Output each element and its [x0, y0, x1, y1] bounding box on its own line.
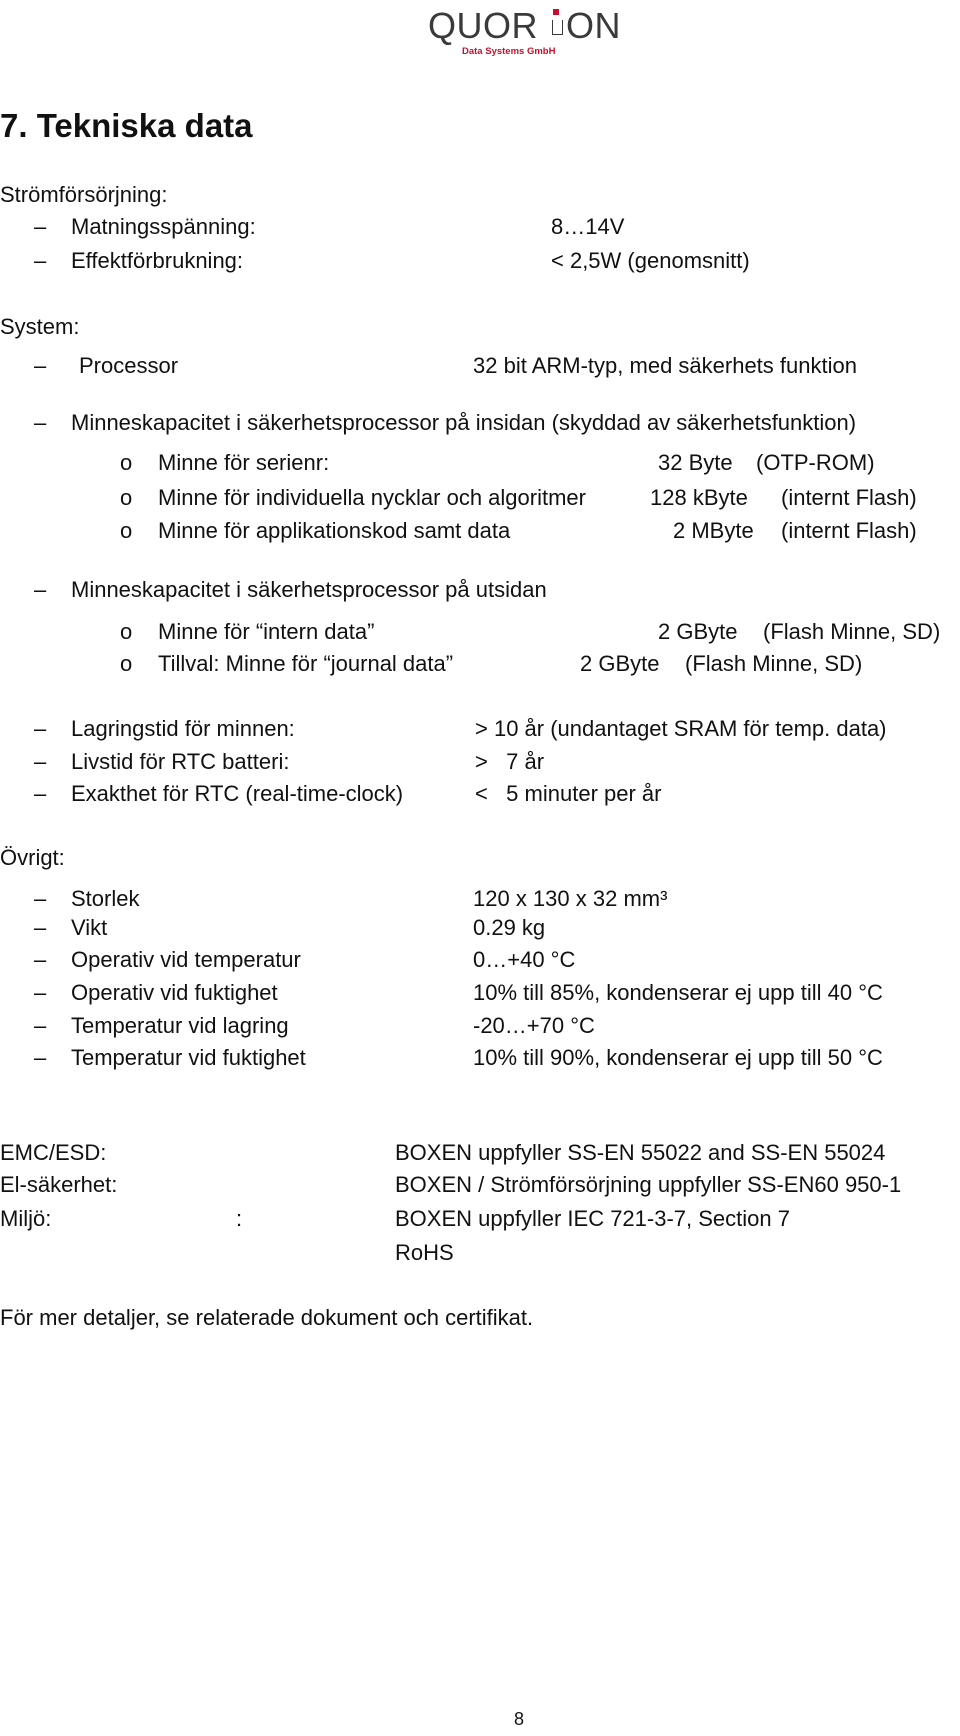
spec-value: 10% till 90%, kondenserar ej upp till 50 °C [473, 1045, 883, 1070]
compliance-value: BOXEN / Strömförsörjning uppfyller SS-EN60 950-1 [395, 1172, 902, 1197]
spec-label: Temperatur vid lagring [71, 1013, 289, 1038]
list-dash: – [34, 1013, 47, 1038]
logo-subtitle: Data Systems GmbH [462, 46, 556, 57]
spec-label: Matningsspänning: [71, 214, 256, 239]
list-dash: – [34, 577, 47, 602]
list-dash: – [34, 353, 47, 378]
spec-label: Minneskapacitet i säkerhetsprocessor på insidan (skyddad av säkerhetsfunktion) [71, 410, 857, 435]
spec-value: < 2,5W (genomsnitt) [551, 248, 750, 273]
section-title-system: System: [0, 314, 80, 339]
spec-value: 2 MByte [673, 518, 754, 543]
spec-note: (Flash Minne, SD) [763, 619, 941, 644]
compliance-label: Miljö: [0, 1206, 52, 1231]
spec-label: Minneskapacitet i säkerhetsprocessor på utsidan [71, 577, 547, 602]
list-dash: – [34, 214, 47, 239]
list-bullet: o [120, 518, 133, 543]
list-bullet: o [120, 485, 133, 510]
spec-value: 120 x 130 x 32 mm³ [473, 886, 668, 911]
logo-text-right: ON [566, 5, 621, 46]
spec-value: > 7 år [475, 749, 545, 774]
spec-label: Processor [79, 353, 179, 378]
spec-value: 32 Byte [658, 450, 733, 475]
list-dash: – [34, 248, 47, 273]
compliance-colon: : [236, 1206, 243, 1231]
section-title-misc: Övrigt: [0, 845, 65, 870]
spec-value: > 10 år (undantaget SRAM för temp. data) [475, 716, 887, 741]
spec-note: (OTP-ROM) [756, 450, 875, 475]
spec-label: Minne för “intern data” [158, 619, 375, 644]
list-dash: – [34, 716, 47, 741]
spec-value: 32 bit ARM-typ, med säkerhets funktion [473, 353, 857, 378]
spec-label: Operativ vid temperatur [71, 947, 301, 972]
spec-label: Minne för applikationskod samt data [158, 518, 511, 543]
spec-value: 0…+40 °C [473, 947, 576, 972]
spec-label: Minne för individuella nycklar och algoritmer [158, 485, 586, 510]
list-dash: – [34, 1045, 47, 1070]
list-dash: – [34, 915, 47, 940]
spec-value: 10% till 85%, kondenserar ej upp till 40 °C [473, 980, 883, 1005]
list-dash: – [34, 980, 47, 1005]
list-dash: – [34, 947, 47, 972]
spec-label: Exakthet för RTC (real-time-clock) [71, 781, 404, 806]
logo-dot [553, 9, 559, 15]
spec-value: 8…14V [551, 214, 625, 239]
spec-value: 0.29 kg [473, 915, 546, 940]
spec-label: Effektförbrukning: [71, 248, 244, 273]
spec-label: Operativ vid fuktighet [71, 980, 278, 1005]
compliance-value: RoHS [395, 1240, 454, 1265]
spec-value: < 5 minuter per år [475, 781, 662, 806]
spec-note: (internt Flash) [781, 518, 917, 543]
spec-value: 2 GByte [580, 651, 660, 676]
list-dash: – [34, 749, 47, 774]
spec-label: Temperatur vid fuktighet [71, 1045, 306, 1070]
spec-value: 2 GByte [658, 619, 738, 644]
list-dash: – [34, 410, 47, 435]
spec-note: (internt Flash) [781, 485, 917, 510]
compliance-label: El-säkerhet: [0, 1172, 118, 1197]
spec-value: 128 kByte [650, 485, 748, 510]
compliance-value: BOXEN uppfyller IEC 721-3-7, Section 7 [395, 1206, 790, 1231]
spec-label: Storlek [71, 886, 140, 911]
spec-note: (Flash Minne, SD) [685, 651, 863, 676]
spec-value: -20…+70 °C [473, 1013, 595, 1038]
footer-note: För mer detaljer, se relaterade dokument och certifikat. [0, 1305, 534, 1330]
list-bullet: o [120, 450, 133, 475]
list-bullet: o [120, 651, 133, 676]
logo-i-mark [552, 20, 563, 35]
list-dash: – [34, 781, 47, 806]
list-dash: – [34, 886, 47, 911]
page-number: 8 [514, 1709, 525, 1729]
compliance-value: BOXEN uppfyller SS-EN 55022 and SS-EN 55024 [395, 1140, 886, 1165]
spec-label: Minne för serienr: [158, 450, 330, 475]
spec-label: Lagringstid för minnen: [71, 716, 295, 741]
section-title-power: Strömförsörjning: [0, 182, 168, 207]
logo-text-left: QUOR [428, 5, 538, 46]
compliance-label: EMC/ESD: [0, 1140, 107, 1165]
list-bullet: o [120, 619, 133, 644]
spec-label: Vikt [71, 915, 108, 940]
page-heading: 7. Tekniska data [0, 107, 253, 144]
spec-label: Tillval: Minne för “journal data” [158, 651, 454, 676]
spec-label: Livstid för RTC batteri: [71, 749, 290, 774]
